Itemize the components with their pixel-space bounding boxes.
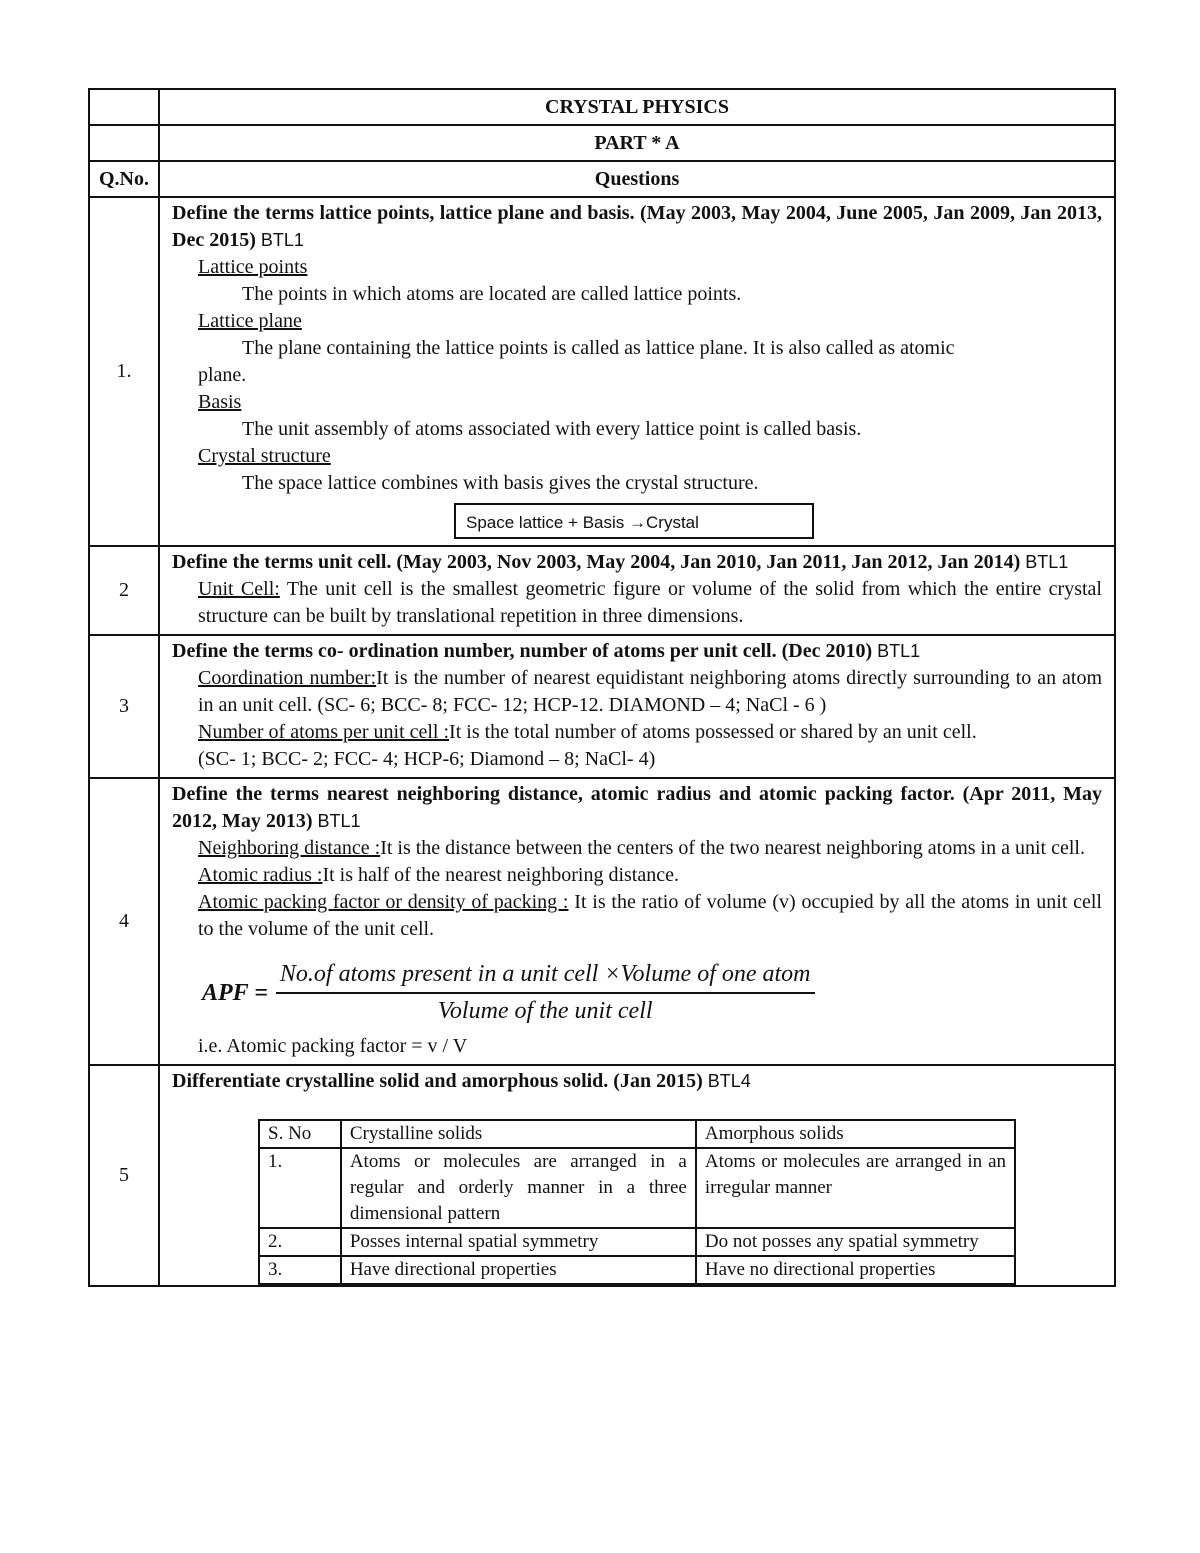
btl-level: BTL1 [877, 641, 921, 661]
sno-cell: 3. [259, 1256, 341, 1284]
formula-lhs: APF = [202, 979, 268, 1006]
term-basis: Basis [198, 391, 242, 413]
comparison-row [259, 1148, 1015, 1228]
amorphous-cell: Have no directional properties [696, 1256, 1015, 1284]
definition: The points in which atoms are located are called lattice points. [242, 283, 742, 305]
sno-cell: 2. [259, 1228, 341, 1256]
answer-paragraph: Unit Cell: The unit cell is the smallest geometric figure or volume of the solid from which the entire crystal structure can be built by translational repetition in three dimensions. [198, 578, 1102, 627]
btl-level: BTL1 [317, 811, 361, 831]
question-row-4 [89, 778, 1115, 1065]
definition: The space lattice combines with basis gives the crystal structure. [242, 472, 759, 494]
comparison-row [259, 1256, 1015, 1284]
question-text: Define the terms nearest neighboring distance, atomic radius and atomic packing factor. (Apr 2011, May 2012, May 2013) BTL1 [172, 783, 1102, 832]
header-sno: S. No [259, 1120, 341, 1148]
part-heading: PART * A [159, 125, 1115, 161]
sno-cell: 1. [259, 1148, 341, 1228]
term-neighboring-distance: Neighboring distance : [198, 837, 381, 859]
term-lattice-plane: Lattice plane [198, 310, 302, 332]
term-lattice-points: Lattice points [198, 256, 308, 278]
formula-numerator: No.of atoms present in a unit cell ×Volume of one atom [276, 961, 815, 994]
crystalline-cell: Atoms or molecules are arranged in a regular and orderly manner in a three dimensional pattern [341, 1148, 696, 1228]
question-row-3 [89, 635, 1115, 778]
formula-fraction [276, 961, 815, 1025]
formula-denominator: Volume of the unit cell [437, 998, 653, 1024]
definition: The plane containing the lattice points is called as lattice plane. It is also called as atomic [242, 337, 955, 359]
title-row [89, 89, 1115, 125]
crystalline-cell: Have directional properties [341, 1256, 696, 1284]
column-header-row [89, 161, 1115, 197]
crystalline-cell: Posses internal spatial symmetry [341, 1228, 696, 1256]
header-amorphous: Amorphous solids [696, 1120, 1015, 1148]
question-row-1 [89, 197, 1115, 546]
part-row [89, 125, 1115, 161]
term-packing-factor: Atomic packing factor or density of packing : [198, 891, 569, 913]
comparison-table [258, 1119, 1016, 1285]
term-atoms-per-cell: Number of atoms per unit cell : [198, 721, 450, 743]
term-crystal-structure: Crystal structure [198, 445, 331, 467]
equation-box: Space lattice + Basis →Crystal [454, 503, 814, 539]
question-number: 4 [89, 778, 159, 1065]
answer-paragraph: Atomic packing factor or density of packing : It is the ratio of volume (v) occupied by all the atoms in unit cell to the volume of the unit cell. [198, 891, 1102, 940]
answer-paragraph: Number of atoms per unit cell :It is the total number of atoms possessed or shared by an unit cell. [198, 721, 977, 743]
answer-paragraph: Atomic radius :It is half of the nearest neighboring distance. [198, 864, 679, 886]
page-title: CRYSTAL PHYSICS [159, 89, 1115, 125]
question-number: 2 [89, 546, 159, 635]
question-row-2 [89, 546, 1115, 635]
amorphous-cell: Do not posses any spatial symmetry [696, 1228, 1015, 1256]
question-number: 5 [89, 1065, 159, 1286]
col-questions: Questions [159, 161, 1115, 197]
atoms-per-cell-list: (SC- 1; BCC- 2; FCC- 4; HCP-6; Diamond – 8; NaCl- 4) [198, 748, 656, 770]
question-number: 1. [89, 197, 159, 546]
term-coordination-number: Coordination number: [198, 667, 377, 689]
comparison-header [259, 1120, 1015, 1148]
btl-level: BTL1 [1025, 552, 1069, 572]
definition-cont: plane. [198, 364, 247, 386]
comparison-row [259, 1228, 1015, 1256]
question-number: 3 [89, 635, 159, 778]
term-atomic-radius: Atomic radius : [198, 864, 323, 886]
apf-formula [202, 961, 1102, 1025]
btl-level: BTL1 [260, 230, 304, 250]
answer-paragraph: Neighboring distance :It is the distance between the centers of the two nearest neighboring atoms in a unit cell. [198, 837, 1085, 859]
question-text: Define the terms unit cell. (May 2003, Nov 2003, May 2004, Jan 2010, Jan 2011, Jan 2012, Jan 2014) BTL1 [172, 551, 1069, 573]
btl-level: BTL4 [707, 1071, 751, 1091]
header-crystalline: Crystalline solids [341, 1120, 696, 1148]
ie-line: i.e. Atomic packing factor = v / V [198, 1035, 468, 1057]
question-table [88, 88, 1116, 1287]
col-qno: Q.No. [89, 161, 159, 197]
amorphous-cell: Atoms or molecules are arranged in an irregular manner [696, 1148, 1015, 1228]
question-text: Define the terms co- ordination number, number of atoms per unit cell. (Dec 2010) BTL1 [172, 640, 921, 662]
question-text: Define the terms lattice points, lattice plane and basis. (May 2003, May 2004, June 2005, Jan 2009, Jan 2013, Dec 2015) BTL1 [172, 202, 1102, 251]
question-text: Differentiate crystalline solid and amorphous solid. (Jan 2015) BTL4 [172, 1070, 751, 1092]
question-row-5 [89, 1065, 1115, 1286]
term-unit-cell: Unit Cell: [198, 578, 280, 600]
answer-paragraph: Coordination number:It is the number of nearest equidistant neighboring atoms directly surrounding to an atom in an unit cell. (SC- 6; BCC- 8; FCC- 12; HCP-12. DIAMOND – 4; NaCl - 6 ) [198, 667, 1103, 716]
definition: The unit assembly of atoms associated with every lattice point is called basis. [242, 418, 862, 440]
